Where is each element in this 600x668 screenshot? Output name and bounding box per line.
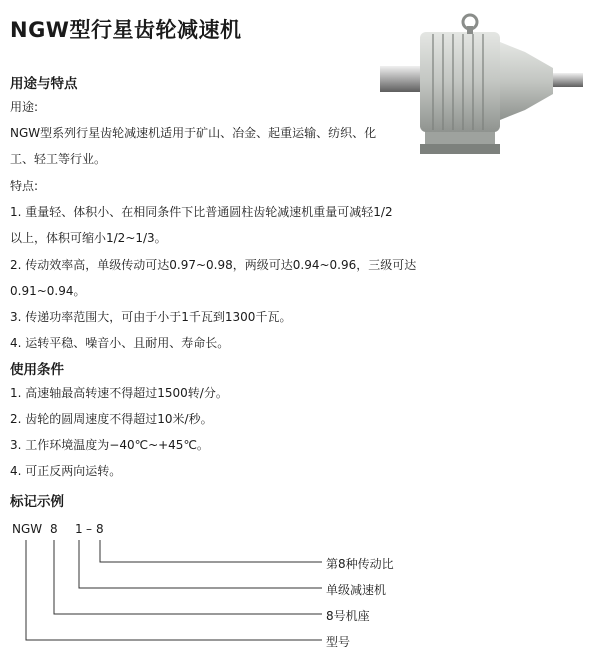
features-label: 特点: — [10, 179, 39, 193]
feature-line: 2. 传动效率高，单级传动可达0.97~0.98，两级可达0.94~0.96，三级可达 — [10, 258, 417, 272]
purpose-line: 工、轻工等行业。 — [10, 152, 107, 166]
section-heading-marking: 标记示例 — [10, 494, 64, 510]
code-model: NGW — [12, 522, 43, 536]
feature-line: 4. 运转平稳、噪音小、且耐用、寿命长。 — [10, 336, 230, 350]
page-title: NGW型行星齿轮减速机 — [10, 18, 242, 42]
feature-line: 以上，体积可缩小1/2~1/3。 — [10, 231, 167, 245]
code-dash: – — [86, 522, 92, 536]
section-heading-conditions: 使用条件 — [10, 362, 64, 378]
condition-item: 3. 工作环境温度为−40℃~+45℃。 — [10, 438, 209, 452]
section-heading-usage: 用途与特点 — [10, 76, 78, 92]
feature-line: 1. 重量轻、体积小、在相同条件下比普通圆柱齿轮减速机重量可减轻1/2 — [10, 205, 393, 219]
callout-stage: 单级减速机 — [326, 583, 387, 597]
feature-line: 0.91~0.94。 — [10, 284, 86, 298]
purpose-line: NGW型系列行星齿轮减速机适用于矿山、冶金、起重运输、纺织、化 — [10, 126, 377, 140]
purpose-label: 用途: — [10, 100, 39, 114]
code-frame: 8 — [50, 522, 58, 536]
callout-ratio: 第8种传动比 — [326, 557, 394, 571]
callout-frame: 8号机座 — [326, 609, 370, 623]
code-ratio: 8 — [96, 522, 104, 536]
condition-item: 1. 高速轴最高转速不得超过1500转/分。 — [10, 386, 228, 400]
condition-item: 4. 可正反两向运转。 — [10, 464, 122, 478]
callout-model: 型号 — [326, 635, 351, 649]
feature-line: 3. 传递功率范围大，可由于小于1千瓦到1300千瓦。 — [10, 310, 292, 324]
code-stage: 1 — [75, 522, 83, 536]
condition-item: 2. 齿轮的圆周速度不得超过10米/秒。 — [10, 412, 213, 426]
